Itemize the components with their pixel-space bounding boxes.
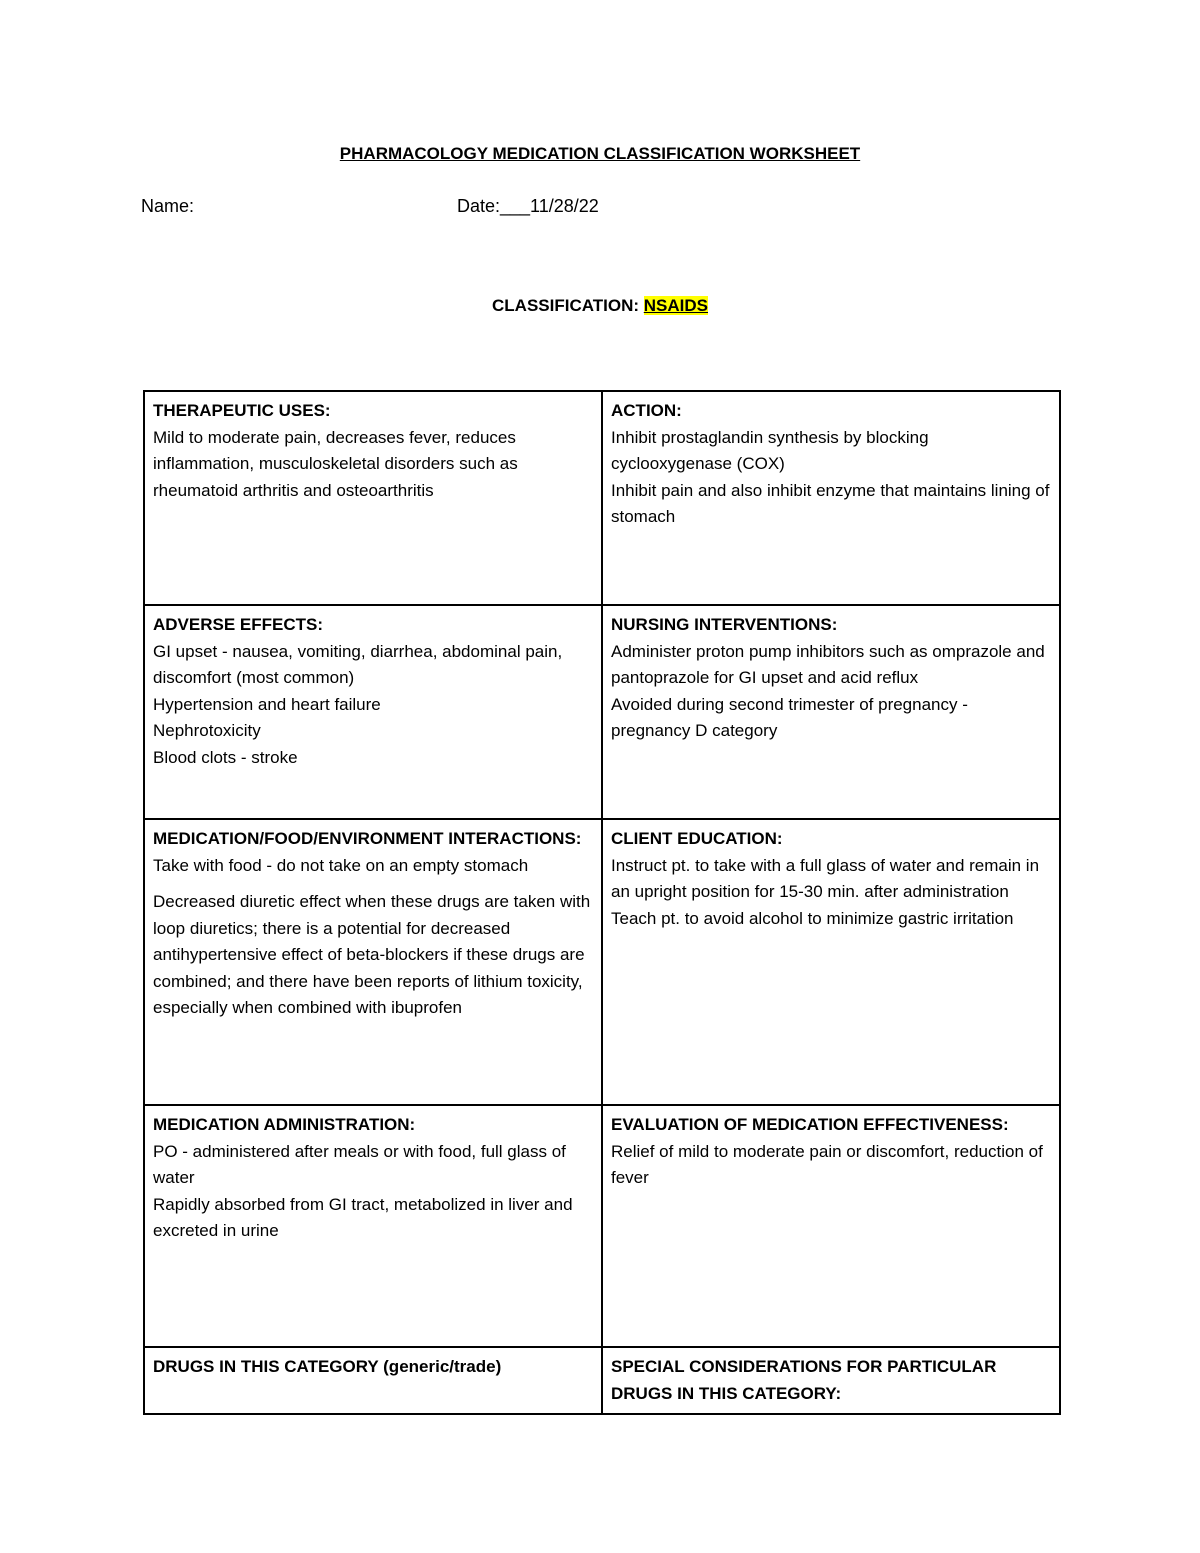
client-education-text-1: Instruct pt. to take with a full glass of water and remain in an upright position for 15-30 min. after administration [611, 855, 1040, 901]
action-cell [602, 391, 1060, 605]
therapeutic-uses-text: Mild to moderate pain, decreases fever, reduces inflammation, musculoskeletal disorders such as rheumatoid arthritis and osteoarthritis [153, 427, 518, 500]
classification-value: NSAIDS [643, 296, 708, 315]
administration-text-2: Rapidly absorbed from GI tract, metabolized in liver and excreted in urine [153, 1194, 573, 1240]
adverse-effects-text-3: Nephrotoxicity [153, 721, 261, 740]
table-row [144, 819, 1060, 1105]
special-considerations-heading: SPECIAL CONSIDERATIONS FOR PARTICULAR DRUGS IN THIS CATEGORY: [611, 1357, 997, 1403]
therapeutic-uses-heading: THERAPEUTIC USES: [153, 401, 331, 420]
interactions-text-1: Take with food - do not take on an empty stomach [153, 855, 529, 875]
administration-heading: MEDICATION ADMINISTRATION: [153, 1115, 416, 1134]
adverse-effects-text-1: GI upset - nausea, vomiting, diarrhea, abdominal pain, discomfort (most common) [153, 641, 563, 687]
nursing-interventions-cell [602, 605, 1060, 819]
administration-text-1: PO - administered after meals or with food, full glass of water [153, 1141, 566, 1187]
evaluation-cell [602, 1105, 1060, 1347]
adverse-effects-text-4: Blood clots - stroke [153, 747, 298, 767]
worksheet-table [143, 390, 1061, 1415]
client-education-heading: CLIENT EDUCATION: [611, 829, 783, 848]
table-row [144, 391, 1060, 605]
action-text-2: Inhibit pain and also inhibit enzyme that maintains lining of stomach [611, 480, 1050, 526]
evaluation-heading: EVALUATION OF MEDICATION EFFECTIVENESS: [611, 1115, 1009, 1134]
classification-label: CLASSIFICATION: [492, 296, 644, 315]
evaluation-text: Relief of mild to moderate pain or discomfort, reduction of fever [611, 1141, 1043, 1187]
special-considerations-cell [602, 1347, 1060, 1414]
interactions-heading: MEDICATION/FOOD/ENVIRONMENT INTERACTIONS: [153, 829, 582, 848]
interactions-text-2: Decreased diuretic effect when these drugs are taken with loop diuretics; there is a potential for decreased antihypertensive effect of beta-blockers if these drugs are combined; and there have been reports of lithium toxicity, especially when combined with ibuprofen [153, 892, 591, 1017]
administration-cell [144, 1105, 602, 1347]
interactions-cell [144, 819, 602, 1105]
nursing-interventions-heading: NURSING INTERVENTIONS: [611, 615, 838, 634]
action-text-1: Inhibit prostaglandin synthesis by blocking cyclooxygenase (COX) [611, 427, 929, 473]
action-heading: ACTION: [611, 401, 682, 420]
adverse-effects-cell [144, 605, 602, 819]
table-row [144, 1347, 1060, 1414]
drugs-heading: DRUGS IN THIS CATEGORY (generic/trade) [153, 1357, 502, 1376]
client-education-text-2: Teach pt. to avoid alcohol to minimize gastric irritation [611, 908, 1014, 928]
nursing-interventions-text-2: Avoided during second trimester of pregnancy - pregnancy D category [611, 694, 968, 740]
adverse-effects-text-2: Hypertension and heart failure [153, 694, 381, 714]
name-label: Name: [141, 196, 195, 216]
client-education-cell [602, 819, 1060, 1105]
date-label: Date:___11/28/22 [457, 196, 599, 216]
therapeutic-uses-cell [144, 391, 602, 605]
worksheet-title [0, 144, 1200, 164]
classification-line [0, 296, 1200, 316]
table-row [144, 605, 1060, 819]
paragraph-gap [153, 879, 593, 889]
table-row [144, 1105, 1060, 1347]
worksheet-title-text: PHARMACOLOGY MEDICATION CLASSIFICATION WORKSHEET [339, 144, 861, 163]
adverse-effects-heading: ADVERSE EFFECTS: [153, 615, 324, 634]
drugs-cell [144, 1347, 602, 1414]
nursing-interventions-text-1: Administer proton pump inhibitors such as omprazole and pantoprazole for GI upset and acid reflux [611, 641, 1045, 687]
